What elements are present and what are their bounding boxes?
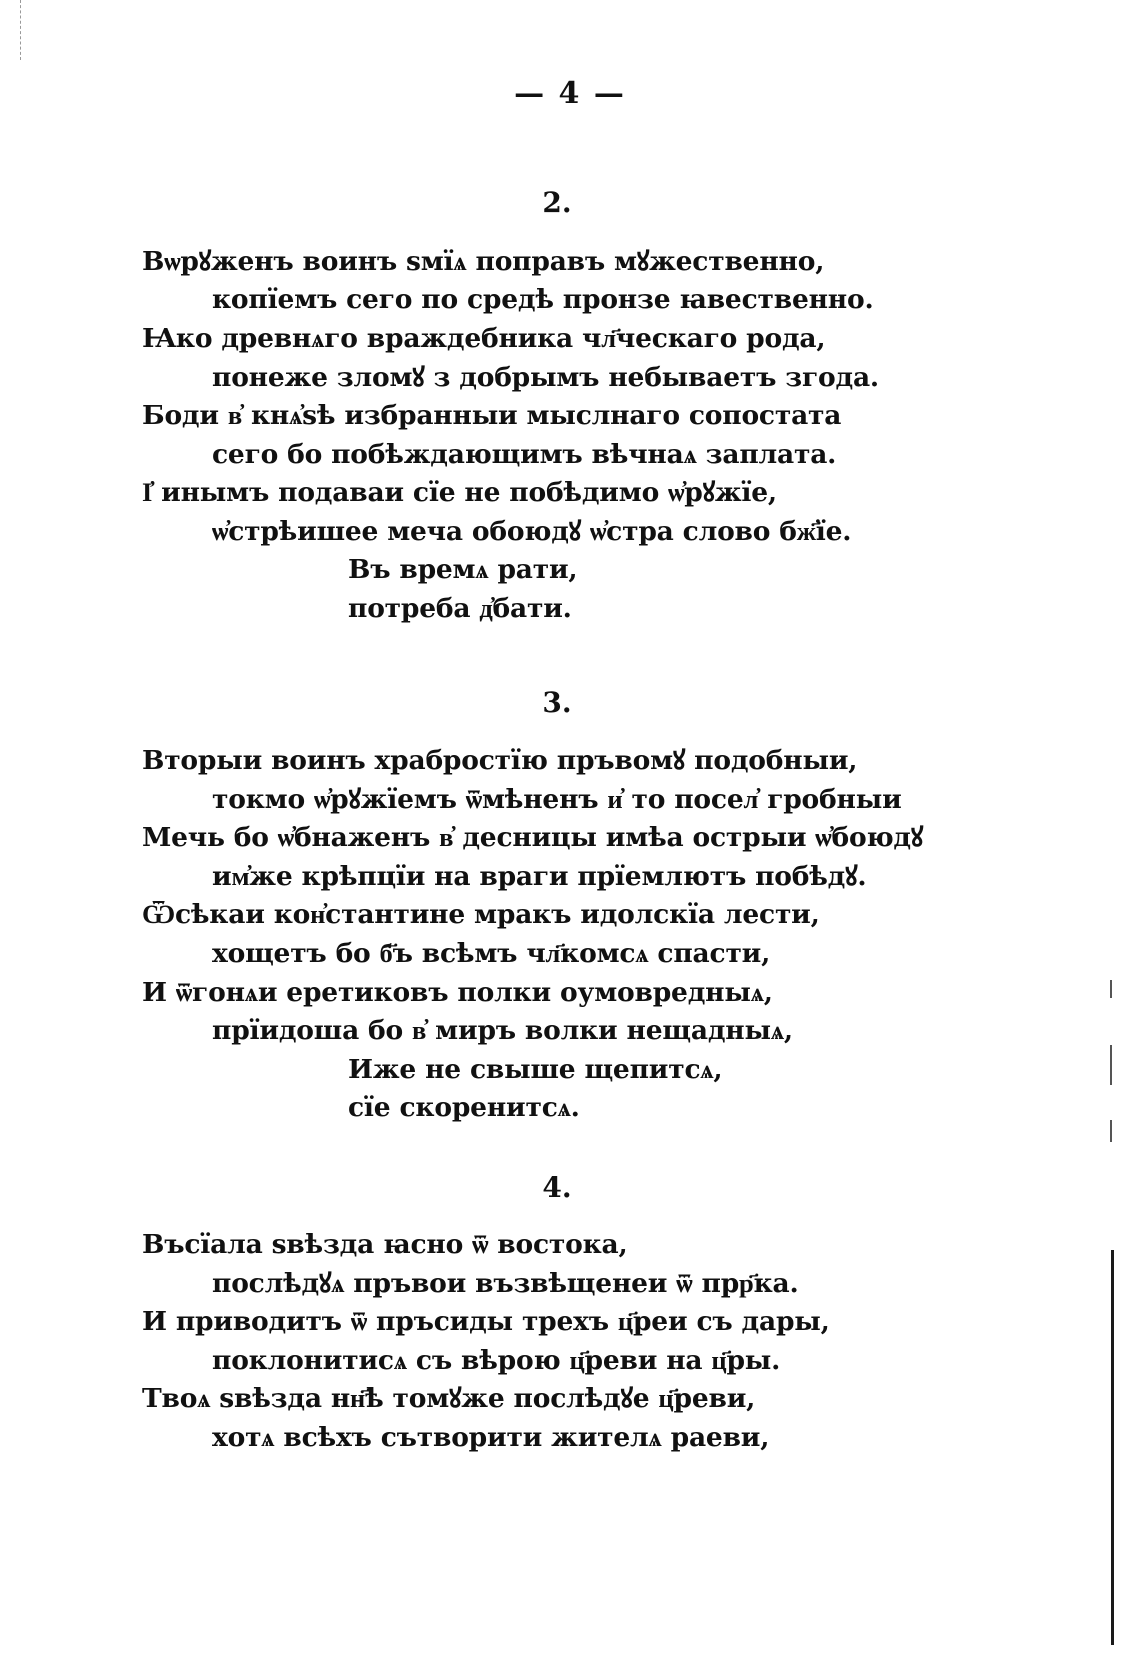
verse-line: Твоѧ ѕвѣзда нн҃ѣ томꙋже послѣдꙋе ц҃реви, — [142, 1383, 756, 1414]
verse-line: Мечь бо ѡ҆бнаженъ в҆ десницы имѣа острыи ѡ҆боюдꙋ — [142, 822, 924, 853]
verse-line: Ꙗко древнѧго враждебника чл҃ческаго рода, — [142, 323, 826, 354]
verse-line: Въсїала ѕвѣзда ꙗсно ѿ востока, — [142, 1229, 628, 1260]
verse-line: послѣдꙋѧ пръвои възвѣщенеи ѿ прр҃ка. — [212, 1268, 799, 1299]
verse-line: ѡ҆стрѣишее меча обоюдꙋ ѡ҆стра слово бж҃їе. — [212, 516, 852, 547]
binding-edge — [1111, 1250, 1114, 1645]
verse-line: И ѿгонѧи еретиковъ полки оумовредныѧ, — [142, 977, 773, 1008]
verse-line: понеже зломꙋ з добрымъ небываетъ згода. — [212, 362, 879, 393]
verse-line: им҆же крѣпцїи на враги прїемлютъ побѣдꙋ. — [212, 861, 867, 892]
scan-artifact — [1110, 1045, 1112, 1085]
verse-line: Вѡрꙋженъ воинъ ѕмїѧ поправъ мꙋжественно, — [142, 246, 825, 277]
verse-line: Въ времѧ рати, — [348, 554, 578, 585]
verse-line: копїемъ сего по средѣ пронзе ꙗвественно. — [212, 284, 874, 315]
verse-line: И приводитъ ѿ пръсиды трехъ ц҃реи съ дары, — [142, 1306, 830, 1337]
page-number: — 4 — — [514, 76, 626, 111]
verse-line: хощетъ бо б҃ъ всѣмъ чл҃комсѧ спасти, — [212, 938, 771, 969]
verse-line: сего бо побѣждающимъ вѣчнаѧ заплата. — [212, 439, 837, 470]
verse-line: потреба д҆бати. — [348, 593, 572, 624]
verse-line: Вторыи воинъ храбростїю пръвомꙋ подобныи, — [142, 745, 858, 776]
scan-artifact — [1110, 980, 1112, 998]
verse-line: Иже не свыше щепитсѧ, — [348, 1054, 723, 1085]
verse-line: Ѿсѣкаи кон҆стантине мракъ идолскїа лести, — [142, 899, 820, 930]
verse-line: поклонитисѧ съ вѣрою ц҃реви на ц҃ры. — [212, 1345, 781, 1376]
section-number: 4. — [542, 1171, 572, 1204]
verse-line: хотѧ всѣхъ сътворити жителѧ раеви, — [212, 1422, 770, 1453]
section-number: 3. — [542, 686, 572, 719]
verse-line: прїидоша бо в҆ миръ волки нещадныѧ, — [212, 1015, 793, 1046]
verse-line: Боди в҆ кнѧ҆ѕѣ избранныи мыслнаго сопостата — [142, 400, 842, 431]
scan-edge-marks — [20, 0, 22, 60]
verse-line: І҆ инымъ подаваи сїе не побѣдимо ѡ҆рꙋжїе, — [142, 477, 777, 508]
verse-line: сїе скоренитсѧ. — [348, 1092, 580, 1123]
section-number: 2. — [542, 186, 572, 219]
scan-artifact — [1110, 1120, 1112, 1142]
verse-line: токмо ѡ҆рꙋжїемъ ѿмѣненъ и҆ то посел҆ гробныи — [212, 784, 902, 815]
